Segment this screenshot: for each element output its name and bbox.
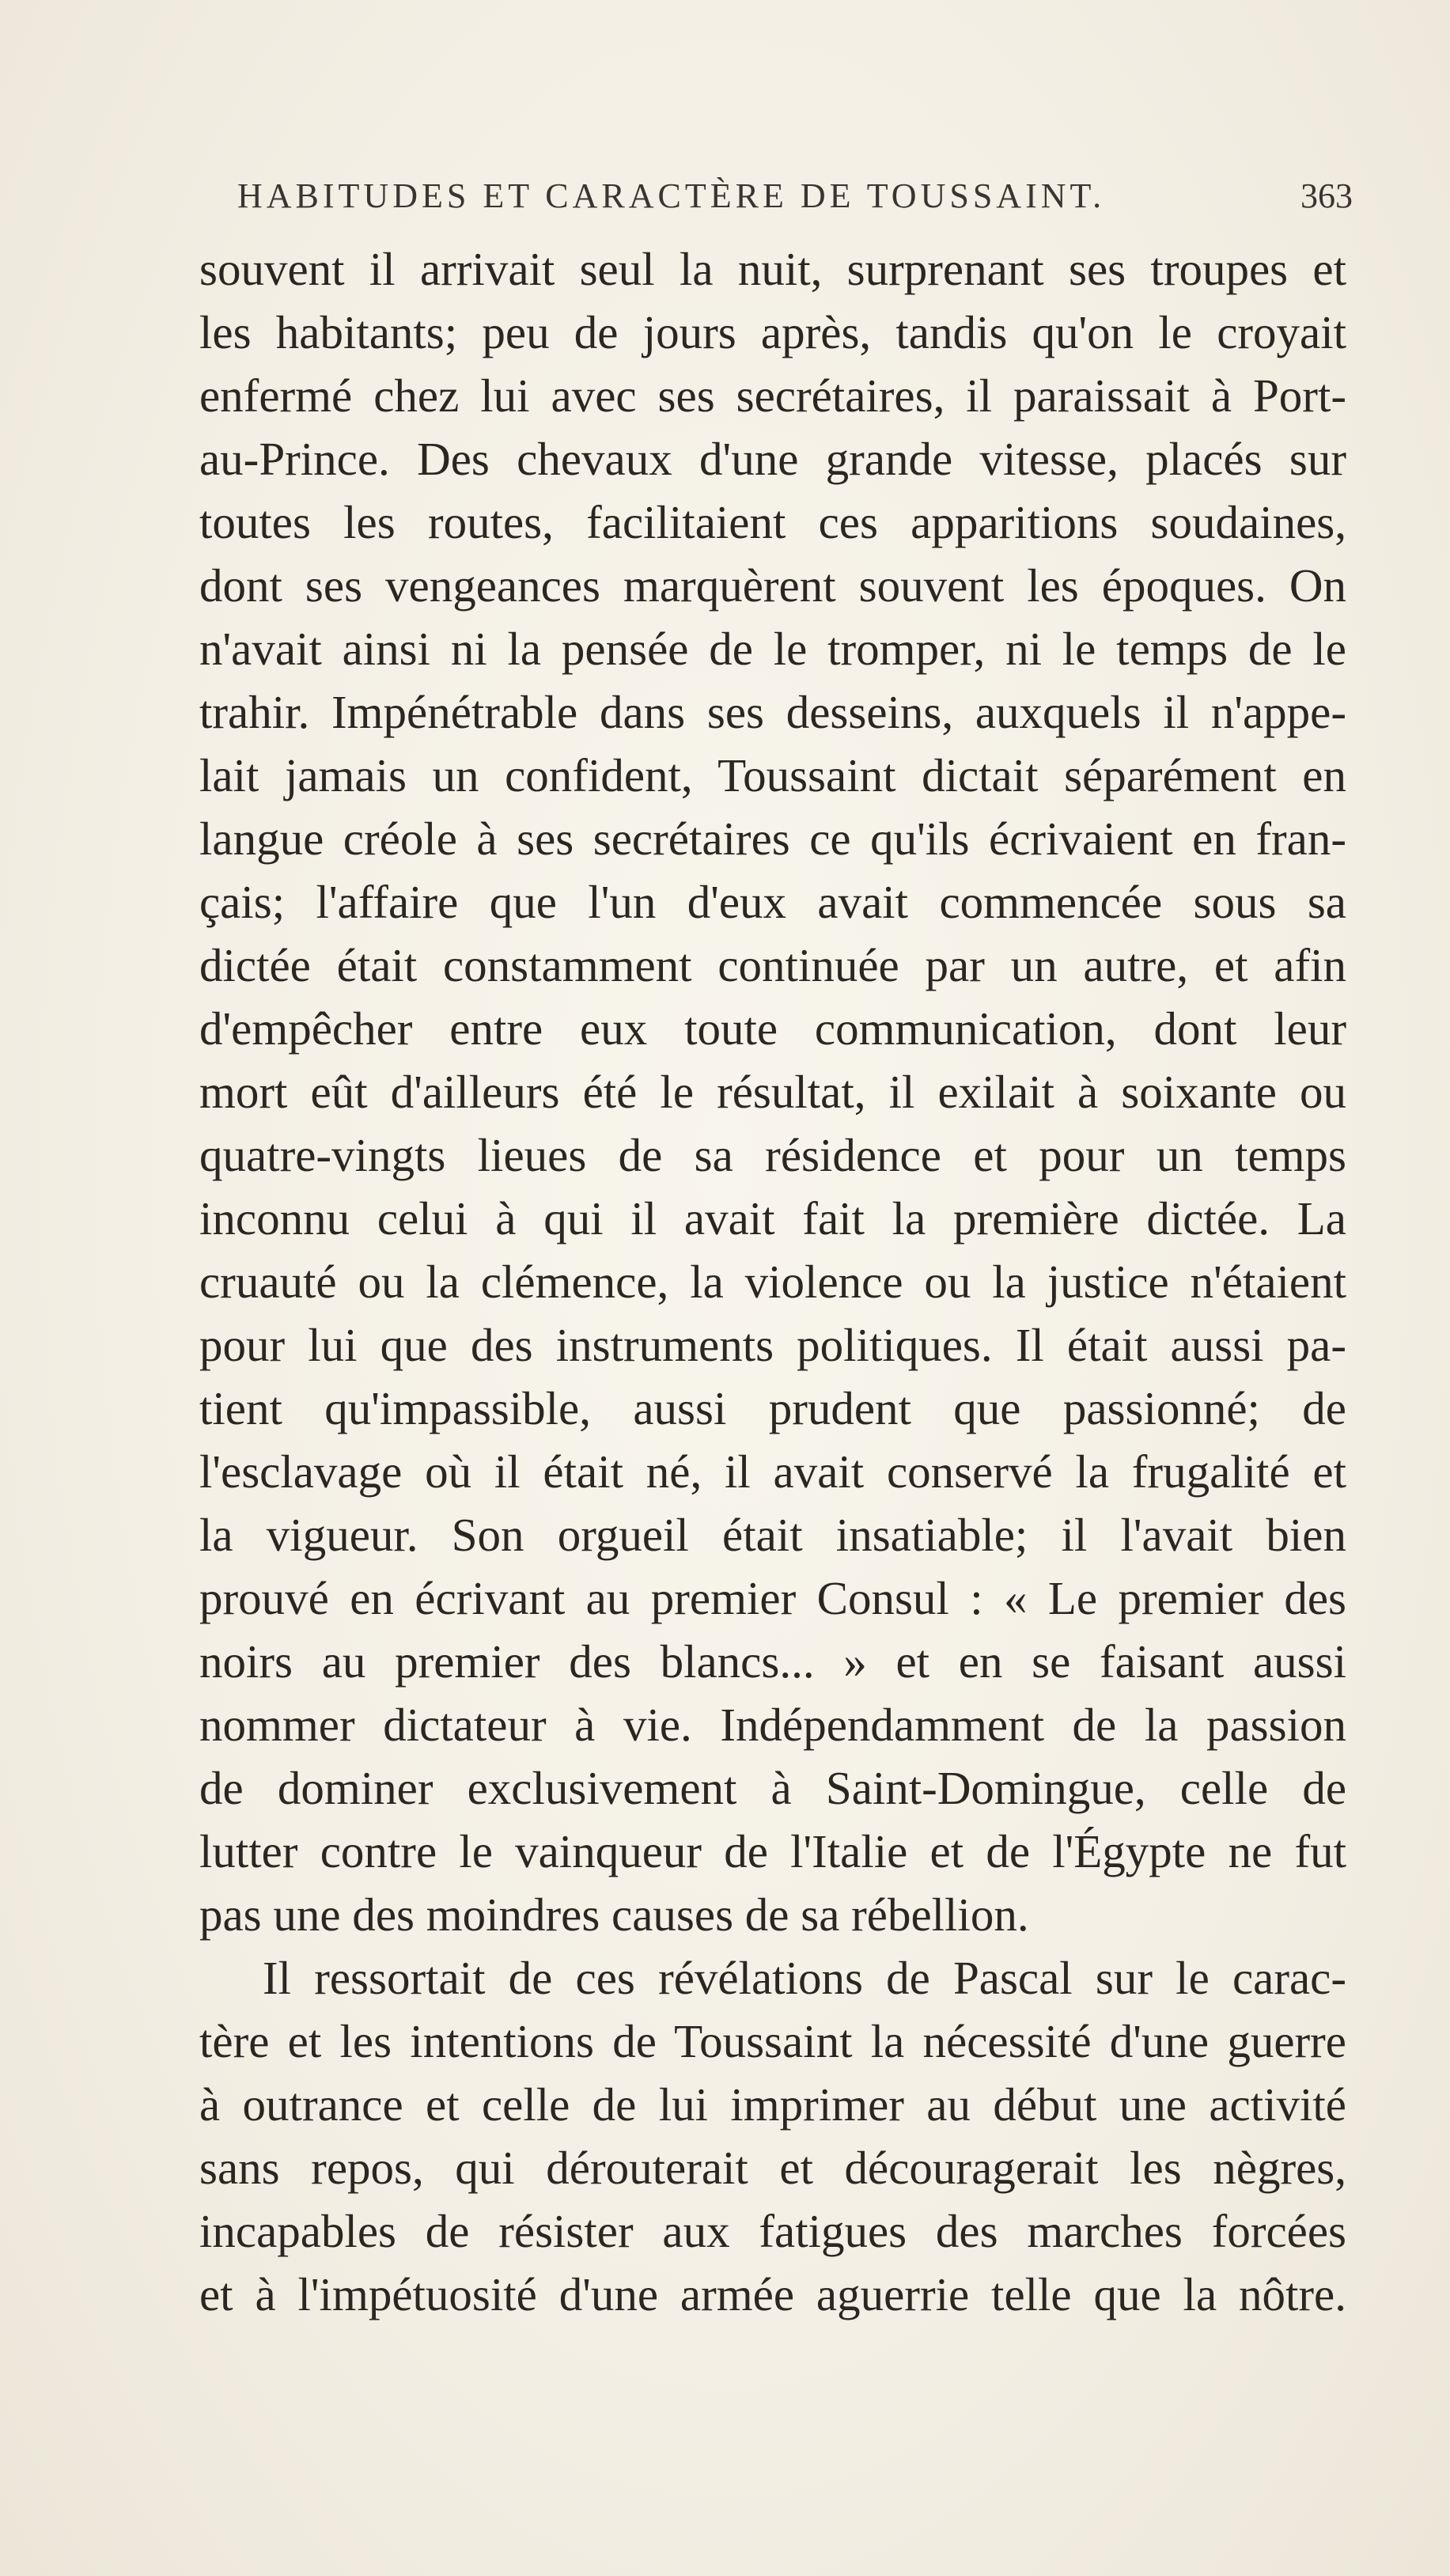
text-line: noirs au premier des blancs... » et en se faisant aussi <box>199 1635 1346 1688</box>
text-line: inconnu celui à qui il avait fait la première dictée. La <box>199 1192 1346 1244</box>
text-line: tère et les intentions de Toussaint la nécessité d'une guerre <box>199 2015 1346 2067</box>
text-line: prouvé en écrivant au premier Consul : « Le premier des <box>199 1572 1346 1624</box>
text-line: langue créole à ses secrétaires ce qu'ils écrivaient en fran- <box>199 813 1346 865</box>
text-line: souvent il arrivait seul la nuit, surprenant ses troupes et <box>199 243 1346 295</box>
text-line: lutter contre le vainqueur de l'Italie et de l'Égypte ne fut <box>199 1825 1346 1877</box>
text-line: dont ses vengeances marquèrent souvent les époques. On <box>199 559 1346 612</box>
text-line: çais; l'affaire que l'un d'eux avait commencée sous sa <box>199 876 1346 928</box>
text-line: quatre-vingts lieues de sa résidence et pour un temps <box>199 1129 1346 1181</box>
text-line: toutes les routes, facilitaient ces apparitions soudaines, <box>199 496 1346 548</box>
text-line: dictée était constamment continuée par un autre, et afin <box>199 939 1346 991</box>
text-line: de dominer exclusivement à Saint-Domingue, celle de <box>199 1762 1346 1814</box>
body-text <box>199 237 1346 2326</box>
text-line: pas une des moindres causes de sa rébellion. <box>199 1888 1029 1941</box>
text-line: cruauté ou la clémence, la violence ou la justice n'étaient <box>199 1256 1346 1308</box>
text-line: enfermé chez lui avec ses secrétaires, il paraissait à Port- <box>199 369 1346 422</box>
text-line: au-Prince. Des chevaux d'une grande vitesse, placés sur <box>199 433 1346 485</box>
text-line: la vigueur. Son orgueil était insatiable; il l'avait bien <box>199 1509 1346 1561</box>
paragraph-2 <box>199 1946 1346 2326</box>
text-line: pour lui que des instruments politiques. Il était aussi pa- <box>199 1319 1346 1371</box>
text-line: tient qu'impassible, aussi prudent que passionné; de <box>199 1382 1346 1434</box>
text-line: sans repos, qui dérouterait et découragerait les nègres, <box>199 2142 1346 2194</box>
text-line: les habitants; peu de jours après, tandis qu'on le croyait <box>199 306 1346 358</box>
text-line: incapables de résister aux fatigues des marches forcées <box>199 2205 1346 2257</box>
text-line: Il ressortait de ces révélations de Pascal sur le carac- <box>263 1952 1346 2004</box>
text-line: mort eût d'ailleurs été le résultat, il exilait à soixante ou <box>199 1066 1346 1118</box>
text-line: l'esclavage où il était né, il avait conservé la frugalité et <box>199 1445 1346 1498</box>
text-line: nommer dictateur à vie. Indépendamment de la passion <box>199 1699 1346 1751</box>
running-title: HABITUDES ET CARACTÈRE DE TOUSSAINT. <box>237 176 1106 215</box>
text-line: n'avait ainsi ni la pensée de le tromper, ni le temps de le <box>199 623 1346 675</box>
text-line: et à l'impétuosité d'une armée aguerrie telle que la nôtre. <box>199 2268 1346 2320</box>
running-head <box>214 172 1353 220</box>
text-line: lait jamais un confident, Toussaint dictait séparément en <box>199 749 1346 801</box>
text-line: trahir. Impénétrable dans ses desseins, auxquels il n'appe- <box>199 686 1346 738</box>
text-line: d'empêcher entre eux toute communication, dont leur <box>199 1002 1346 1055</box>
text-line: à outrance et celle de lui imprimer au début une activité <box>199 2078 1346 2131</box>
page-number: 363 <box>1300 176 1353 215</box>
paragraph-1 <box>199 237 1346 1946</box>
